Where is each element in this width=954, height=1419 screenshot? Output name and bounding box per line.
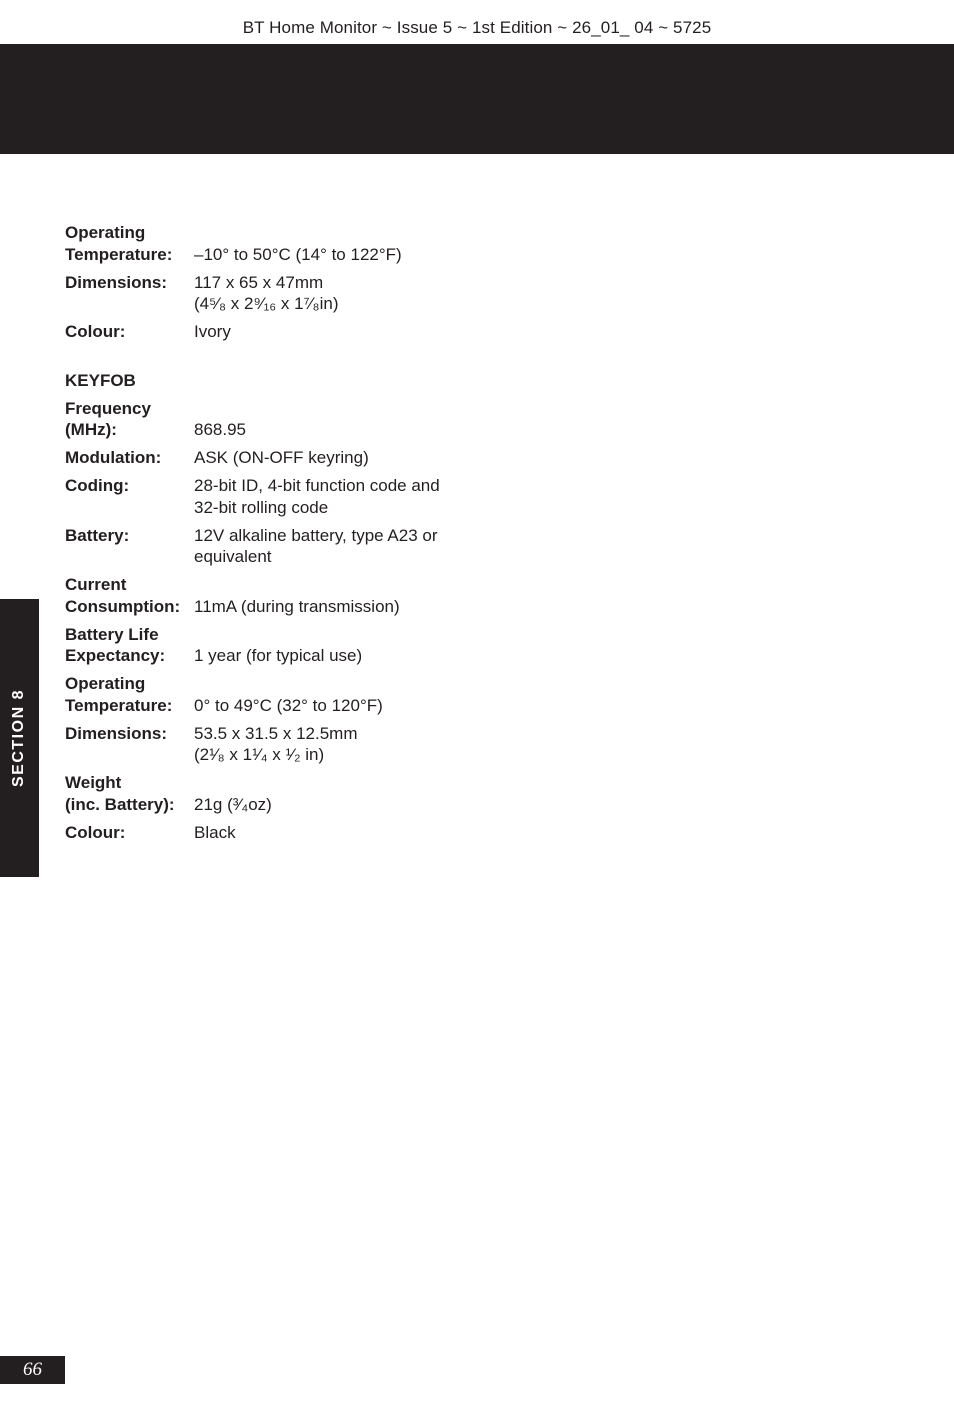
spec-label: Dimensions:: [65, 723, 168, 743]
page-number: 66: [0, 1356, 65, 1384]
spec-row-modulation: [65, 447, 485, 469]
top-banner: [0, 44, 954, 154]
spec-label: Operating Temperature:: [65, 223, 173, 264]
spec-label: Battery Life Expectancy:: [65, 624, 166, 665]
spec-label: Coding:: [65, 476, 130, 495]
spec-row-current-consumption: [65, 574, 485, 617]
spec-value: 28-bit ID, 4-bit function code and 32-bit rolling code: [194, 476, 440, 517]
spec-value: 12V alkaline battery, type A23 or equivalent: [194, 525, 438, 566]
spec-row-colour: [65, 321, 485, 343]
spec-value: ASK (ON-OFF keyring): [194, 448, 369, 467]
spec-row-frequency: [65, 398, 485, 441]
spec-label: Colour:: [65, 322, 126, 341]
spec-label: Battery:: [65, 525, 130, 545]
spec-value: 53.5 x 31.5 x 12.5mm (2¹⁄₈ x 1¹⁄₄ x ¹⁄₂ in): [194, 723, 358, 764]
keyfob-heading: KEYFOB: [65, 370, 136, 390]
spec-value: Ivory: [194, 322, 231, 341]
spec-label: Frequency (MHz):: [65, 398, 151, 439]
spec-row-operating-temperature: [65, 222, 485, 265]
spec-value: –10° to 50°C (14° to 122°F): [194, 244, 402, 264]
spec-row-keyfob-operating-temperature: [65, 673, 485, 716]
spec-row-dimensions: [65, 272, 485, 315]
running-header: BT Home Monitor ~ Issue 5 ~ 1st Edition ~ 26_01_ 04 ~ 5725: [242, 18, 712, 37]
spec-label: Modulation:: [65, 448, 162, 467]
section-tab-label: SECTION 8: [10, 689, 27, 787]
spec-value: 0° to 49°C (32° to 120°F): [194, 695, 383, 715]
spec-value: 117 x 65 x 47mm (4⁵⁄₈ x 2⁹⁄₁₆ x 1⁷⁄₈in): [194, 272, 339, 313]
spec-value: 21g (³⁄₄oz): [194, 794, 272, 814]
spec-label: Colour:: [65, 822, 126, 842]
spec-label: Current Consumption:: [65, 575, 181, 616]
spec-value: Black: [194, 822, 236, 842]
spec-list: [65, 222, 485, 850]
spec-label: Dimensions:: [65, 272, 168, 292]
spec-value: 11mA (during transmission): [194, 596, 400, 616]
spec-label: Weight (inc. Battery):: [65, 773, 175, 814]
spec-row-keyfob-dimensions: [65, 723, 485, 766]
spec-row-coding: [65, 475, 485, 518]
spec-value: 868.95: [194, 420, 246, 439]
spec-row-keyfob-colour: [65, 822, 485, 844]
spec-row-battery-life: [65, 624, 485, 667]
spec-value: 1 year (for typical use): [194, 646, 363, 665]
spec-label: Operating Temperature:: [65, 674, 173, 715]
spec-row-weight: [65, 772, 485, 815]
spec-row-battery: [65, 525, 485, 568]
